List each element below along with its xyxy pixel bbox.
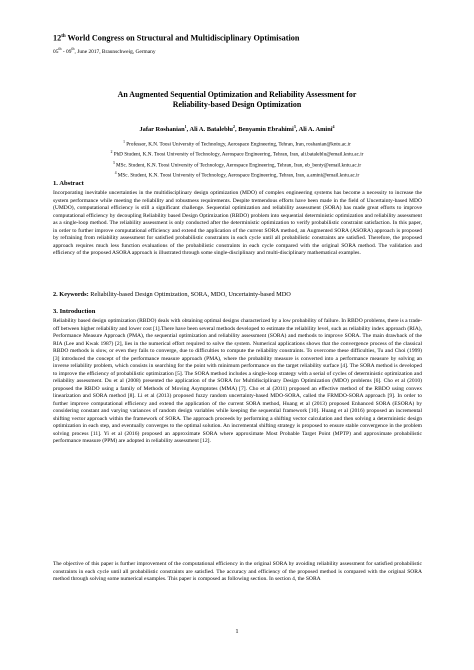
introduction-paragraph-1: Reliability based design optimization (RBDO) deals with obtaining optimal designs characterized by a low probability of failure. In RBDO problems, there is a trade-off between higher reliability and lower cost [1].There have been several methods developed to estimate the reliability level, such as reliability index approach (RIA), Performance Measure Approach (PMA), the sequential optimization and reliability assessment (SORA) and methods to improve SORA. The main drawback of the RIA (Lee and Kwak 1987) [2], lies in the numerical effort required to solve the system. Numerical applications shows that the convergence process of the classical RBDO methods is slow, or even they fails to converge, due to difficulties to compute the reliability constraints. To overcome these difficulties, Tu and Choi (1999) [3] introduced the concept of the performance measure approach (PMA), where the probability measure is converted into a performance measure by solving an inverse reliability problem, which consists in searching for the point with minimum performance on the target reliability surface [4]. The SORA method is developed to improve the efficiency of probabilistic optimization [5]. The SORA method includes a single-loop strategy with a serial of cycles of deterministic optimization and reliability assessment. Du et al (2008) presented the application of the SORA for Multidisciplinary Design Optimization (MDO) problems [6]. Cho et al (2010) proposed the RBDO using a family of Methods of Moving Asymptotes (MMA) [7]. Cho et al (2011) proposed an effective method of the RBDO using convex linearization and SORA method [8]. Li et al (2013) proposed fuzzy random uncertainty-based MDO-SORA, called the FRMDO-SORA approach [9]. In order to further improve computational efficiency and extend the application of the current SORA method, Huang et al (2013) proposed Enhanced SORA (ESORA) by considering constant and varying variances of random design variables while keeping the sequential framework [10]. Huang et al (2016) proposed an incremental shifting vector approach within the framework of SORA. The approach proceeds by performing a shifting vector calculation and then solving a deterministic design optimization in each step, and eventually converges to the optimal solution. An incremental shifting strategy is proposed to ensure stable convergence in the problem solving process [11]. Yi et al (2016) proposed an approximate SORA where approximate Most Probable Target Point (MPTP) and approximate probabilistic performance measure (PPM) are adopted in reliability assessment [12].	[53, 318, 422, 444]
abstract-text: Incorporating inevitable uncertainties in the multidisciplinary design optimization (MDO) of complex engineering systems has become a necessity to increase the system performance while meeting the reliability and robustness requirements. Despite tremendous efforts have been made in the field of Uncertainty-based MDO (UMDO), computational efficiency is still a significant challenge. Sequential optimization and reliability assessment (SORA) has made great efforts to improve computational efficiency by decoupling Reliability based Design Optimization (RBDO) problem into sequential deterministic optimization and reliability assessment as a single-loop method. The reliability assessment is only conducted after the deterministic optimization to verify probabilistic constraint satisfaction. In this paper, in order to further improve computational efficiency and extend the application of the current SORA method, an Augmented SORA (ASORA) approach is proposed by refraining from reliability assessment for satisfied probabilistic constraints in each cycle until all probabilistic constraints are satisfied. Therefore, the proposed approach requires much less function evaluations of the probabilistic constraints in each cycle compared with the original SORA method. The validation and efficiency of the proposed ASORA approach is illustrated through some single-disciplinary and multi-disciplinary mathematical examples.	[53, 190, 422, 256]
affiliation: $^2$ PhD Student, K.N. Toosi University of Technology, Aerospace Engineering, Tehran, Iran, ali.bataleblu@email.kntu.ac.ir	[110, 150, 364, 159]
affiliation: $^1$ Professor, K.N. Toosi University of Technology, Aerospace Engineering, Tehran, Iran, roshanian@kntu.ac.ir	[123, 140, 351, 148]
introduction-paragraph-2: The objective of this paper is further improvement of the computational efficiency in the original SORA by avoiding reliability assessment for satisfied probabilistic constraints in each cycle until all probabilistic constraints are satisfied. The accuracy and efficiency of the proposed method is compared with the original SORA method through solving some numerical examples. This paper is composed as following section. In section 4, the SORA	[53, 561, 422, 582]
conference-header	[53, 31, 433, 57]
author: Benyamin Ebrahimi$^3$	[238, 124, 296, 134]
keywords: 2. Keywords: Reliability-based Design Optimization, SORA, MDO, Uncertainty-based MDO	[53, 291, 291, 298]
abstract-heading: 1. Abstract	[53, 180, 84, 187]
page-number: 1	[235, 628, 239, 635]
author: Ali A. Amini$^4$	[298, 124, 335, 134]
introduction-heading: 3. Introduction	[53, 308, 96, 315]
affiliation: $^3$ MSc. Student, K.N. Toosi University of Technology, Aerospace Engineering, Tehran, Iran, eb_benty@email.kntu.ac.ir	[112, 160, 362, 169]
affiliation-list	[55, 139, 419, 180]
conference-title: 12th World Congress on Structural and Multidisciplinary Optimisation	[53, 33, 300, 43]
author: Ali A. Bataleblu$^2$	[189, 124, 235, 134]
paper-title: An Augmented Sequential Optimization and Reliability Assessment for Reliability-based Design Optimization	[117, 90, 357, 109]
author: Jafar Roshanian$^1$	[139, 124, 187, 134]
author-list: Jafar Roshanian$^1$, Ali A. Bataleblu$^2$, Benyamin Ebrahimi$^3$, Ali A. Amini$^4$	[139, 124, 335, 134]
affiliation: $^4$ MSc. Student, K.N. Toosi University of Technology, Aerospace Engineering, Tehran, Iran, a.amini@email.kntu.ac.ir	[114, 170, 360, 179]
conference-date-location: 05th - 09th, June 2017, Braunschweig, Germany	[53, 45, 156, 55]
